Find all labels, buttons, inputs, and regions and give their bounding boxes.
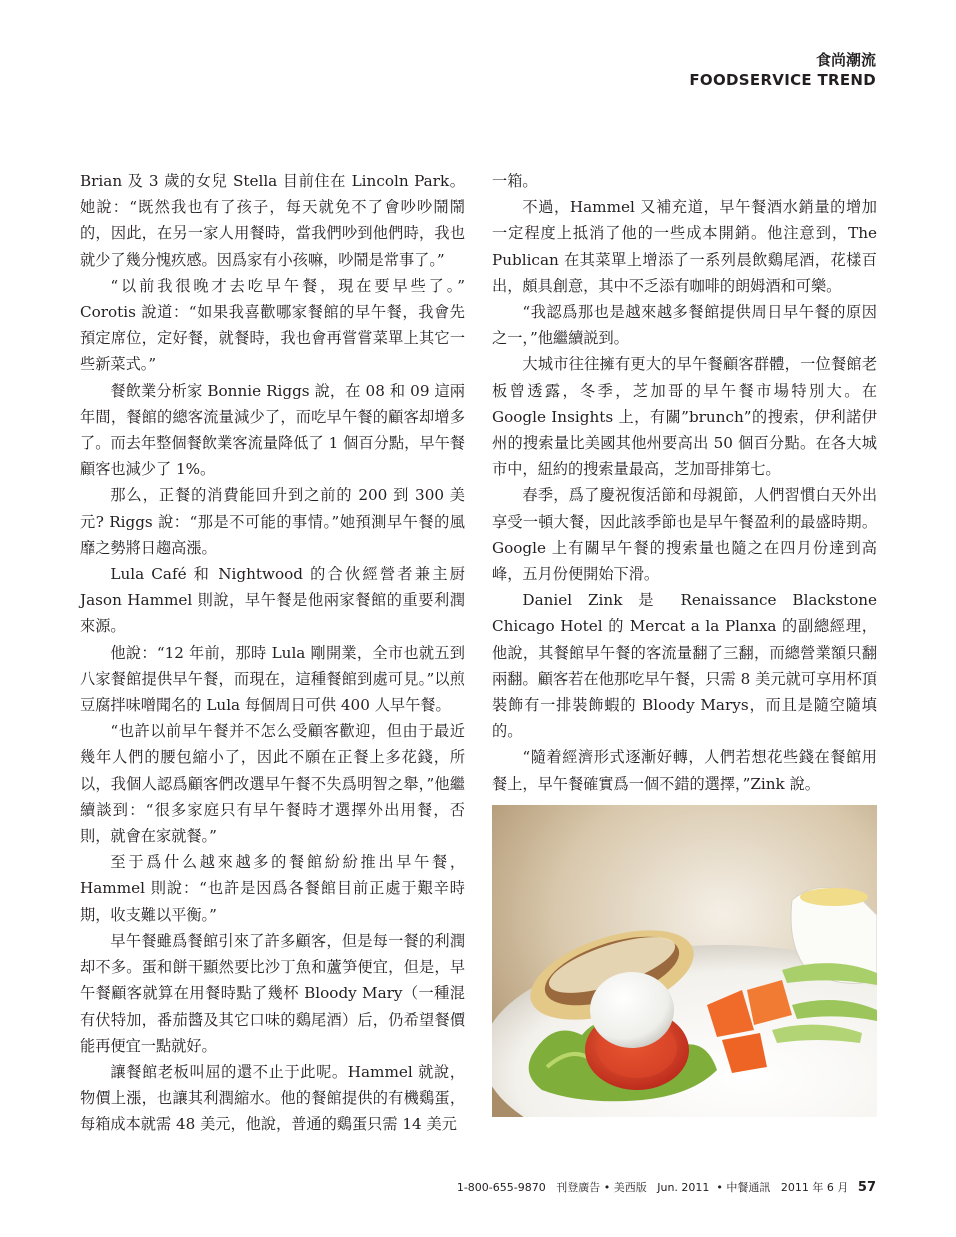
paragraph: Lula Café 和 Nightwood 的合伙經營者兼主厨 Jason Hammel 則說，早午餐是他兩家餐館的重要利潤來源。 bbox=[80, 565, 465, 636]
paragraph: “以前我很晚才去吃早午餐，現在要早些了。” Corotis 說道：“如果我喜歡哪家餐館的早午餐，我會先預定席位，定好餐，就餐時，我也會再嘗嘗菜單上其它一些新菜式。” bbox=[80, 276, 465, 374]
page-number: 57 bbox=[857, 1180, 876, 1195]
section-title-english: FOODSERVICE TREND bbox=[689, 71, 876, 89]
right-column bbox=[492, 168, 877, 797]
paragraph: 他說：“12 年前，那時 Lula 剛開業，全市也就五到八家餐館提供早午餐，而現在，這種餐館到處可見。”以煎豆腐拌味噌聞名的 Lula 每個周日可供 400 人早午餐。 bbox=[80, 643, 465, 715]
paragraph: 不過，Hammel 又補充道，早午餐酒水銷量的增加一定程度上抵消了他的一些成本開銷。他注意到，The Publican 在其菜單上增添了一系列晨飲鷄尾酒，花樣百出，頗具創意，其中不乏添有咖啡的朗姆酒和可樂。 bbox=[492, 198, 877, 295]
phone-number: 1-800-655-9870 bbox=[456, 1181, 546, 1194]
paragraph: 至于爲什么越來越多的餐館紛紛推出早午餐，Hammel 則說：“也許是因爲各餐館目前正處于艱辛時期，收支難以平衡。” bbox=[80, 853, 465, 924]
publication-name: • 中餐通訊 bbox=[716, 1181, 771, 1194]
paragraph: 那么，正餐的消費能回升到之前的 200 到 300 美元? Riggs 說：“那是不可能的事情。”她預測早午餐的風靡之勢將日趨高漲。 bbox=[80, 486, 465, 557]
advertising-label: 刊登廣告 • 美西版 bbox=[556, 1181, 647, 1194]
issue-date-english: Jun. 2011 bbox=[657, 1181, 710, 1194]
paragraph: “我認爲那也是越來越多餐館提供周日早午餐的原因之一，”他繼續説到。 bbox=[492, 303, 877, 348]
section-title-chinese: 食尚潮流 bbox=[815, 51, 876, 69]
paragraph: 一箱。 bbox=[492, 172, 538, 190]
issue-date-chinese: 2011 年 6 月 bbox=[780, 1181, 849, 1194]
section-header bbox=[689, 50, 876, 90]
food-photo bbox=[492, 805, 877, 1117]
left-column bbox=[80, 168, 465, 1138]
paragraph: 春季，爲了慶祝復活節和母親節，人們習慣白天外出享受一頓大餐，因此該季節也是早午餐盈利的最盛時期。Google 上有關早午餐的搜索量也隨之在四月份達到高峰，五月份便開始下滑。 bbox=[492, 486, 877, 584]
poached-egg bbox=[590, 972, 674, 1048]
paragraph: “也許以前早午餐并不怎么受顧客歡迎，但由于最近幾年人們的腰包縮小了，因此不願在正餐上多花錢，所以，我個人認爲顧客們改選早午餐不失爲明智之舉，”他繼續談到：“很多家庭只有早午餐時才選擇外出用餐，否則，就會在家就餐。” bbox=[80, 722, 465, 846]
page-footer bbox=[457, 1179, 876, 1195]
paragraph: 早午餐雖爲餐館引來了許多顧客，但是每一餐的利潤却不多。蛋和餅干顯然要比沙丁魚和蘆笋便宜，但是，早午餐顧客就算在用餐時點了幾杯 Bloody Mary（一種混有伏特加，番茄醬及其它口味的鷄尾酒）后，仍希望餐價能再便宜一點就好。 bbox=[80, 931, 465, 1055]
paragraph: Brian 及 3 歲的女兒 Stella 目前住在 Lincoln Park。她說：“既然我也有了孩子，每天就免不了會吵吵鬧鬧的，因此，在另一家人用餐時，當我們吵到他們時，我也就少了幾分愧疚感。因爲家有小孩嘛，吵鬧是常事了。” bbox=[80, 172, 465, 269]
hollandaise-sauce bbox=[800, 888, 868, 906]
paragraph: “隨着經濟形式逐漸好轉，人們若想花些錢在餐館用餐上，早午餐確實爲一個不錯的選擇，”Zink 說。 bbox=[492, 748, 877, 793]
food-photo-illustration bbox=[492, 805, 877, 1117]
paragraph: Daniel Zink 是 Renaissance Blackstone Chicago Hotel 的 Mercat a la Planxa 的副總經理，他說，其餐館早午餐的客流量翻了三翻，而總營業額只翻兩翻。顧客若在他那吃早午餐，只需 8 美元就可享用杯頂裝飾有一排裝飾蝦的 Bloody Marys，而且是隨空隨填的。 bbox=[492, 591, 877, 741]
paragraph: 餐飲業分析家 Bonnie Riggs 說，在 08 和 09 這兩年間，餐館的總客流量減少了，而吃早午餐的顧客却增多了。而去年整個餐飲業客流量降低了 1 個百分點，早午餐顧客也減少了 1%。 bbox=[80, 381, 465, 479]
paragraph: 讓餐館老板叫屈的還不止于此呢。Hammel 就說，物價上漲，也讓其利潤縮水。他的餐館提供的有機鷄蛋，每箱成本就需 48 美元，他說，普通的鷄蛋只需 14 美元 bbox=[80, 1062, 465, 1134]
paragraph: 大城市往往擁有更大的早午餐顧客群體，一位餐館老板曾透露，冬季，芝加哥的早午餐市場特別大。在 Google Insights 上，有關”brunch”的搜索，伊利諾伊州的搜索量比美國其他州要高出 50 個百分點。在各大城市中，紐約的搜索量最高，芝加哥排第七。 bbox=[492, 355, 877, 479]
